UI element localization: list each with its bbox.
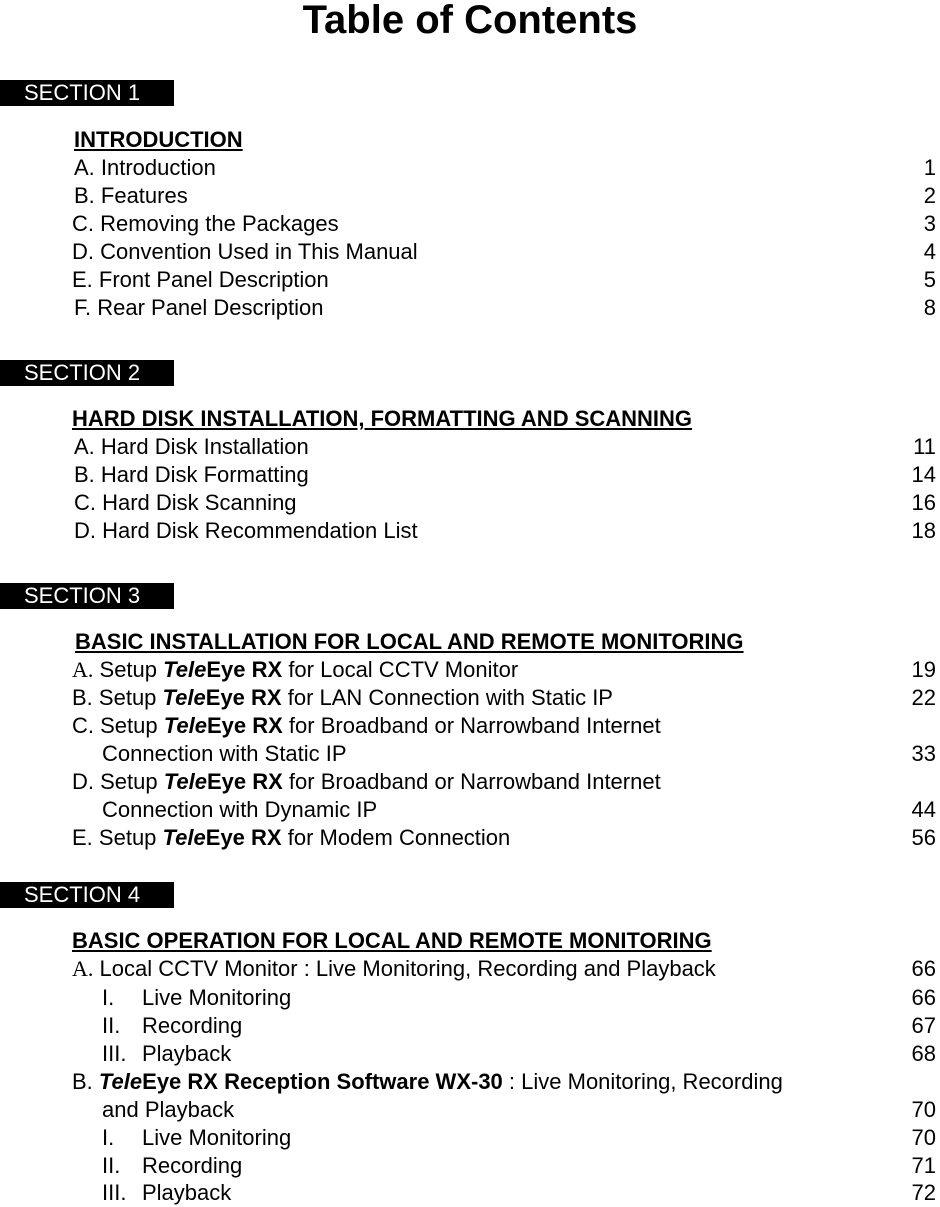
toc-entry-rest: for LAN Connection with Static IP <box>287 685 613 710</box>
toc-subentry-numeral: III. <box>102 1041 127 1066</box>
toc-entry-rest: Local CCTV Monitor : Live Monitoring, Recording and Playback <box>99 956 716 981</box>
toc-subentry[interactable] <box>0 1012 940 1040</box>
toc-entry[interactable] <box>0 1068 940 1096</box>
toc-subentry[interactable] <box>0 1152 940 1180</box>
brand-tele: Tele <box>98 1069 143 1094</box>
brand-tele: Tele <box>162 825 206 850</box>
toc-entry-prefix: D. <box>72 769 94 794</box>
toc-page-number: 3 <box>923 211 936 236</box>
toc-entry[interactable] <box>0 238 940 266</box>
toc-page-number: 1 <box>923 155 936 180</box>
toc-page-number: 11 <box>913 434 936 459</box>
toc-page-number: 33 <box>911 741 936 766</box>
toc-entry-text <box>72 1068 783 1096</box>
toc-entry-prefix: E. <box>72 825 93 850</box>
brand-tele: Tele <box>163 713 207 738</box>
toc-entry-text <box>72 955 716 983</box>
toc-entry-text: C. Removing the Packages <box>72 211 339 236</box>
toc-page-number: 68 <box>911 1041 936 1066</box>
toc-entry-setup: Setup <box>98 825 157 850</box>
toc-entry-continuation[interactable] <box>0 740 940 768</box>
page-title: Table of Contents <box>302 0 638 42</box>
section-badge-3: SECTION 3 <box>0 583 174 609</box>
toc-subentry-text: Recording <box>142 1013 243 1038</box>
brand-eye-rx: Eye RX <box>206 769 283 794</box>
toc-entry-prefix: B. <box>72 685 93 710</box>
toc-page-number: 70 <box>911 1125 936 1150</box>
toc-page-number: 22 <box>911 685 936 710</box>
brand-tele: Tele <box>163 769 207 794</box>
toc-page-number: 18 <box>911 518 936 543</box>
toc-page-number: 19 <box>911 657 936 682</box>
toc-entry-text <box>72 768 661 796</box>
brand-tele: Tele <box>162 685 206 710</box>
toc-subentry-numeral: III. <box>102 1180 127 1205</box>
toc-page-number: 4 <box>923 239 936 264</box>
toc-subentry[interactable] <box>0 1040 940 1068</box>
brand-wx30: Eye RX Reception Software WX-30 <box>142 1069 503 1094</box>
toc-entry-rest: : Live Monitoring, Recording <box>508 1069 783 1094</box>
section-heading-1: INTRODUCTION <box>74 127 243 152</box>
toc-entry-setup: Setup <box>100 769 158 794</box>
toc-entry-text <box>72 712 661 740</box>
section-heading-3: BASIC INSTALLATION FOR LOCAL AND REMOTE MONITORING <box>75 629 744 654</box>
toc-entry[interactable] <box>0 824 940 852</box>
toc-entry-text: E. Front Panel Description <box>72 267 329 292</box>
toc-entry-text: B. Hard Disk Formatting <box>74 462 309 487</box>
toc-entry-text: B. Features <box>74 183 188 208</box>
toc-entry[interactable] <box>0 768 940 796</box>
section-badge-2: SECTION 2 <box>0 360 174 386</box>
toc-entry-text: D. Convention Used in This Manual <box>72 239 418 264</box>
toc-entry[interactable] <box>0 489 940 517</box>
toc-entry-rest: for Modem Connection <box>287 825 511 850</box>
toc-entry[interactable] <box>0 182 940 210</box>
toc-entry[interactable] <box>0 210 940 238</box>
toc-entry-prefix: A. <box>72 956 94 981</box>
brand-eye-rx: Eye RX <box>205 825 282 850</box>
toc-subentry-text: Playback <box>142 1180 232 1205</box>
toc-page-number: 66 <box>911 956 936 981</box>
toc-subentry-text: Live Monitoring <box>142 985 292 1010</box>
toc-entry-text: Connection with Static IP <box>102 741 347 766</box>
toc-subentry-text: Live Monitoring <box>142 1125 292 1150</box>
toc-entry-rest: for Local CCTV Monitor <box>288 657 519 682</box>
brand-eye-rx: Eye RX <box>205 685 282 710</box>
toc-subentry[interactable] <box>0 1124 940 1152</box>
brand-eye-rx: Eye RX <box>206 657 283 682</box>
toc-entry-text: D. Hard Disk Recommendation List <box>74 518 418 543</box>
toc-entry-text: A. Hard Disk Installation <box>74 434 309 459</box>
section-heading-2: HARD DISK INSTALLATION, FORMATTING AND SCANNING <box>72 406 693 431</box>
toc-entry-prefix: B. <box>72 1069 93 1094</box>
toc-entry[interactable] <box>0 433 940 461</box>
toc-page-number: 70 <box>911 1097 936 1122</box>
toc-entry-setup: Setup <box>99 657 158 682</box>
toc-page-number: 71 <box>911 1153 936 1178</box>
brand-tele: Tele <box>163 657 207 682</box>
toc-entry-setup: Setup <box>98 685 157 710</box>
toc-entry-text <box>72 684 613 712</box>
section-badge-1: SECTION 1 <box>0 80 174 106</box>
toc-entry[interactable] <box>0 461 940 489</box>
toc-entry[interactable] <box>0 656 940 684</box>
toc-entry[interactable] <box>0 294 940 322</box>
toc-page-number: 66 <box>911 985 936 1010</box>
toc-entry-text: C. Hard Disk Scanning <box>74 490 297 515</box>
toc-subentry-text: Recording <box>142 1153 243 1178</box>
toc-subentry[interactable] <box>0 984 940 1012</box>
toc-entry-text: A. Introduction <box>74 155 216 180</box>
toc-page-number: 56 <box>911 825 936 850</box>
toc-entry-text <box>72 656 518 684</box>
toc-entry-setup: Setup <box>100 713 158 738</box>
toc-entry-rest: for Broadband or Narrowband Internet <box>288 769 661 794</box>
toc-page-number: 5 <box>923 267 936 292</box>
brand-eye-rx: Eye RX <box>206 713 283 738</box>
toc-entry-text <box>72 824 510 852</box>
toc-entry-text: Connection with Dynamic IP <box>102 797 378 822</box>
section-heading-4: BASIC OPERATION FOR LOCAL AND REMOTE MONITORING <box>72 928 712 953</box>
toc-subentry-numeral: II. <box>102 1013 121 1038</box>
toc-entry-continuation[interactable] <box>0 796 940 824</box>
toc-page-number: 14 <box>911 462 936 487</box>
toc-entry-prefix: C. <box>72 713 94 738</box>
toc-page-number: 8 <box>923 295 936 320</box>
toc-subentry-numeral: I. <box>102 1125 115 1150</box>
toc-entry-continuation[interactable] <box>0 1096 940 1124</box>
toc-entry-prefix: A. <box>72 657 94 682</box>
toc-entry[interactable] <box>0 712 940 740</box>
toc-page-number: 67 <box>911 1013 936 1038</box>
toc-subentry-numeral: II. <box>102 1153 121 1178</box>
section-badge-4: SECTION 4 <box>0 882 174 908</box>
toc-page-number: 44 <box>911 797 936 822</box>
toc-entry[interactable] <box>0 266 940 294</box>
toc-page-number: 2 <box>923 183 936 208</box>
toc-entry-text: F. Rear Panel Description <box>74 295 324 320</box>
toc-entry[interactable] <box>0 517 940 545</box>
toc-subentry-text: Playback <box>142 1041 232 1066</box>
toc-entry-text: and Playback <box>102 1097 235 1122</box>
toc-entry-rest: for Broadband or Narrowband Internet <box>288 713 661 738</box>
toc-entry[interactable] <box>0 684 940 712</box>
toc-entry[interactable] <box>0 955 940 983</box>
toc-entry[interactable] <box>0 154 940 182</box>
toc-subentry[interactable] <box>0 1179 940 1207</box>
toc-subentry-numeral: I. <box>102 985 115 1010</box>
toc-page-number: 72 <box>911 1180 936 1205</box>
toc-page-number: 16 <box>911 490 936 515</box>
